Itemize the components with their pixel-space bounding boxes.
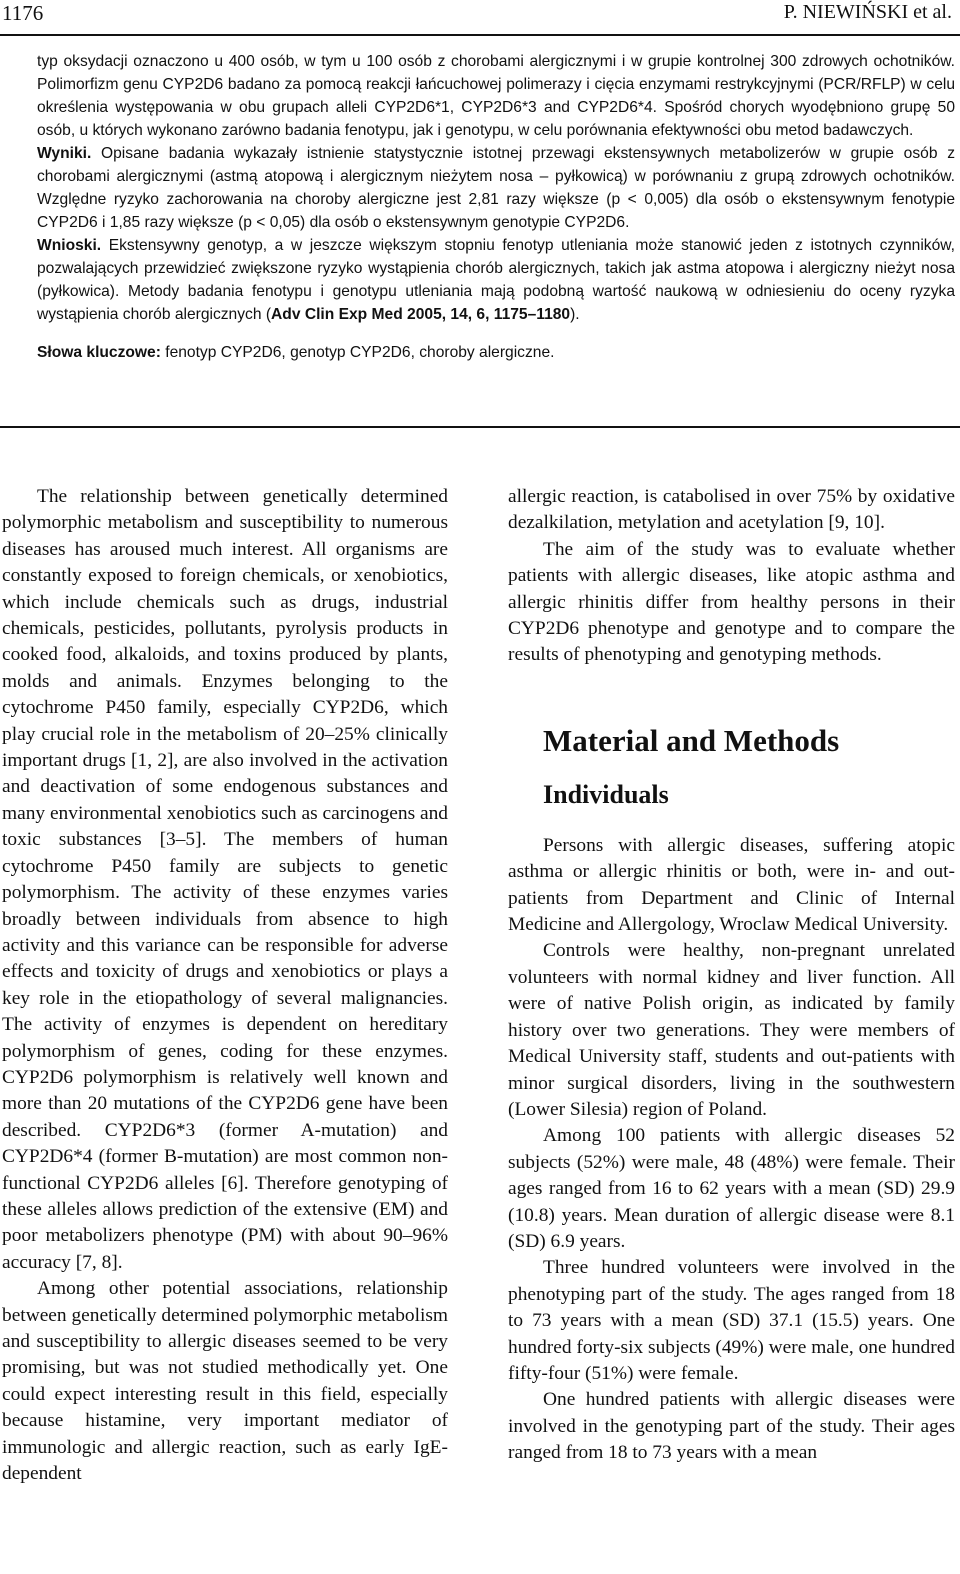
- paragraph: Persons with allergic diseases, suffering atopic asthma or allergic rhinitis or both, were in- and out-patients from Department and Clinic of Internal Medicine and Allergology, Wroclaw Medical University.: [508, 834, 955, 936]
- conclusions-text: Ekstensywny genotyp, a w jeszcze większym stopniu fenotyp utleniania może stanowić jeden z istotnych czynników, pozwalających przewidzieć zwiększone ryzyko wystąpienia chorób alergicznych, takich jak astma atopowa i alergiczny nieżyt nosa (pyłkowica). Metody badania fenotypu i genotypu utleniania mają podobną wartość naukową w odniesieniu do oceny ryzyka wystąpienia chorób alergicznych (: [37, 237, 955, 323]
- running-header: [0, 0, 960, 34]
- keywords: [37, 341, 955, 364]
- right-column: [508, 484, 955, 1467]
- abstract-results: [37, 142, 955, 234]
- abstract-conclusions: [37, 234, 955, 326]
- paragraph: The relationship between genetically determined polymorphic metabolism and susceptibility to numerous diseases has aroused much interest. All organisms are constantly exposed to foreign chemicals, or xenobiotics, which include chemicals such as drugs, industrial chemicals, pesticides, pollutants, pyrolysis products in cooked food, alkaloids, and toxins produced by plants, molds and animals. Enzymes belonging to the cytochrome P450 family, especially CYP2D6, which play crucial role in the metabolism of 20–25% clinically important drugs [1, 2], are also involved in the activation and deactivation of some endogenous substances and many environmental xenobiotics such as carcinogens and toxic substances [3–5]. The members of human cytochrome P450 family are subjects to genetic polymorphism. The activity of these enzymes varies broadly between individuals from absence to high activity and this variance can be responsible for adverse effects and toxicity of drugs and xenobiotics or plays a key role in the etiopathology of several malignancies. The activity of enzymes is dependent on hereditary polymorphism of genes, coding for these enzymes. CYP2D6 polymorphism is relatively well known and more than 20 mutations of the CYP2D6 gene have been described. CYP2D6*3 (former A-mutation) and CYP2D6*4 (former B-mutation) are most common non-functional CYP2D6 alleles [6]. Therefore genotyping of these alleles allows prediction of the extensive (EM) and poor metabolizers phenotype (PM) with about 90–96% accuracy [7, 8].: [2, 486, 448, 1273]
- running-authors: P. NIEWIŃSKI et al.: [783, 1, 952, 23]
- header-rule: [0, 34, 960, 36]
- citation-end: ).: [570, 306, 580, 323]
- paragraph: The aim of the study was to evaluate whether patients with allergic diseases, like atopic asthma and allergic rhinitis differ from healthy persons in their CYP2D6 phenotype and genotype and to compare the results of phenotyping and genotyping methods.: [508, 538, 955, 666]
- paragraph: Among other potential associations, relationship between genetically determined polymorphic metabolism and susceptibility to allergic diseases seemed to be very promising, but was not studied methodically yet. One could expect interesting result in this field, especially because histamine, very important mediator of immunologic and allergic reaction, such as early IgE-dependent: [2, 1278, 448, 1485]
- paragraph: Among 100 patients with allergic diseases 52 subjects (52%) were male, 48 (48%) were female. Their ages ranged from 16 to 62 years with a mean (SD) 29.9 (10.8) years. Mean duration of allergic disease were 8.1 (SD) 6.9 years.: [508, 1125, 955, 1252]
- keywords-text: fenotyp CYP2D6, genotyp CYP2D6, choroby alergiczne.: [160, 344, 555, 361]
- abstract-rule: [0, 426, 960, 428]
- conclusions-label: Wnioski.: [37, 237, 102, 254]
- abstract-methods-text: typ oksydacji oznaczono u 400 osób, w tym u 100 osób z chorobami alergicznymi i w grupie kontrolnej 300 zdrowych ochotników. Polimorfizm genu CYP2D6 badano za pomocą reakcji łańcuchowej polimerazy i cięcia enzymami restrykcyjnymi (PCR/RFLP) w celu określenia występowania w obu grupach alleli CYP2D6*1, CYP2D6*3 and CYP2D6*4. Spośród chorych wyodębniono grupę 50 osób, u których wykonano zarówno badania fenotypu, jak i genotypu, w celu porównania efektywności obu metod badawczych.: [37, 53, 955, 139]
- left-column: [2, 484, 448, 1487]
- paragraph: Controls were healthy, non-pregnant unrelated volunteers with normal kidney and liver function. All were of native Polish origin, as indicated by family history over two generations. They were members of Medical University staff, students and out-patients with minor surgical disorders, living in the southwestern (Lower Silesia) region of Poland.: [508, 940, 955, 1120]
- citation: Adv Clin Exp Med 2005, 14, 6, 1175–1180: [271, 306, 571, 323]
- results-text: Opisane badania wykazały istnienie statystycznie istotnej przewagi ekstensywnych metabolizerów w grupie osób z chorobami alergicznymi (astmą atopową i alergicznym nieżytem nosa – pyłkowicą) w porównaniu z grupą zdrowych ochotników. Względne ryzyko zachorowania na choroby alergiczne jest 2,81 razy większe (p < 0,005) dla osób o ekstensywnym fenotypie CYP2D6 i 1,85 razy większe (p < 0,05) dla osób o ekstensywnym genotypie CYP2D6.: [37, 145, 955, 231]
- subsection-heading: Individuals: [543, 779, 669, 809]
- section-heading: Material and Methods: [543, 722, 840, 758]
- paragraph: Three hundred volunteers were involved in the phenotyping part of the study. The ages ranged from 18 to 73 years with a mean (SD) 37.1 (15.5) years. One hundred forty-six subjects (49%) were male, one hundred fifty-four (51%) were female.: [508, 1257, 955, 1384]
- page-number: 1176: [2, 1, 44, 25]
- keywords-label: Słowa kluczowe:: [37, 344, 161, 361]
- results-label: Wyniki.: [37, 145, 92, 162]
- paragraph: allergic reaction, is catabolised in over 75% by oxidative dezalkilation, metylation and acetylation [9, 10].: [508, 486, 955, 534]
- paragraph: One hundred patients with allergic diseases were involved in the genotyping part of the study. Their ages ranged from 18 to 73 years with a mean: [508, 1389, 955, 1464]
- abstract: [37, 50, 955, 364]
